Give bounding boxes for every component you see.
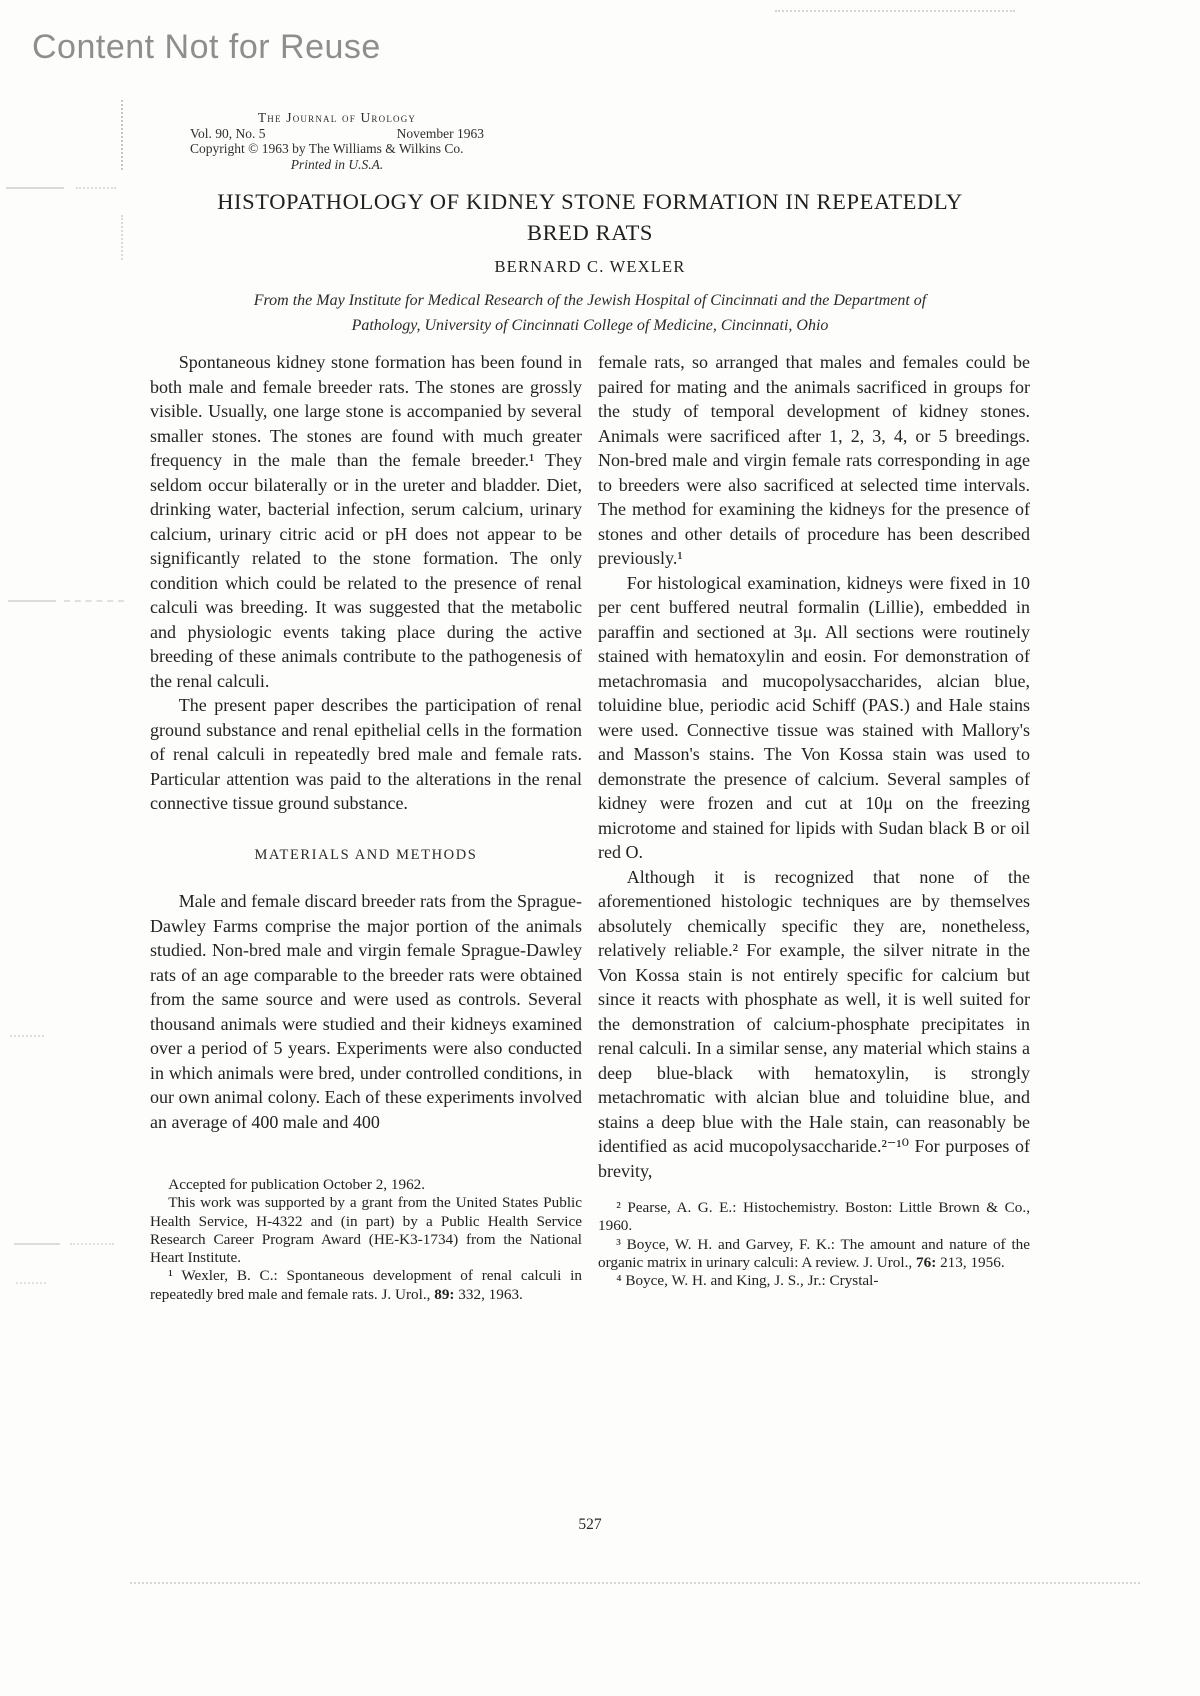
- body-paragraph: The present paper describes the participation of renal ground substance and renal epithelial cells in the formation of renal calculi in repeatedly bred male and female rats. Particular attention was paid to the alterations in the renal connective tissue ground substance.: [150, 695, 582, 813]
- footnote-accepted: Accepted for publication October 2, 1962.: [168, 1176, 426, 1193]
- title-block: [150, 186, 1030, 248]
- footnote-1-volume: 89:: [434, 1285, 455, 1303]
- scan-artifact: [121, 100, 123, 170]
- scan-artifact: [130, 1582, 1140, 1584]
- footnote-3-pages: 213, 1956.: [936, 1253, 1005, 1271]
- footnote-reference-3: [598, 1236, 1030, 1273]
- body-paragraph: Spontaneous kidney stone formation has been found in both male and female breeder rats. The stones are grossly visible. Usually, one large stone is accompanied by several smaller stones. The stones are found with much greater frequency in the male than the female breeder.¹ They seldom occur bilaterally or in the ureter and bladder. Diet, drinking water, bacterial infection, serum calcium, urinary calcium, urinary citric acid or pH does not appear to be significantly related to the stone formation. The only condition which could be related to the presence of renal calculi was breeding. It was suggested that the metabolic and physiologic events taking place during the active breeding of these animals contribute to the pathogenesis of the renal calculi.: [150, 352, 582, 691]
- article-body: [150, 350, 1030, 1304]
- right-column: [598, 350, 1030, 1304]
- footnote-grant: This work was supported by a grant from the United States Public Health Service, H-4322 and (in part) by a Public Health Service Research Career Program Award (HE-K3-1734) from the National Heart Institute.: [150, 1194, 582, 1267]
- right-column-footnotes: [598, 1199, 1030, 1290]
- footnote-1-text: ¹ Wexler, B. C.: Spontaneous development of renal calculi in repeatedly bred male and female rats. J. Urol.,: [150, 1267, 582, 1303]
- scan-artifact: [70, 1243, 114, 1245]
- section-heading-materials-and-methods: MATERIALS AND METHODS: [254, 846, 478, 863]
- body-paragraph: Although it is recognized that none of the aforementioned histologic techniques are by themselves absolutely chemically specific they are, nonetheless, relatively reliable.² For example, the silver nitrate in the Von Kossa stain is not entirely specific for calcium but since it reacts with phosphate as well, it is well suited for the demonstration of calcium-phosphate precipitates in renal calculi. In a similar sense, any material which stains a deep blue-black with hematoxylin, is strongly metachromatic with alcian blue and toluidine blue, and stains a deep blue with the Hale stain, can reasonably be identified as acid mucopolysaccharide.²⁻¹⁰ For purposes of brevity,: [598, 866, 1030, 1181]
- article-title-line2: BRED RATS: [526, 220, 654, 245]
- footnote-1-pages: 332, 1963.: [454, 1285, 523, 1303]
- copyright-line: Copyright © 1963 by The Williams & Wilkins Co.: [190, 141, 464, 156]
- body-paragraph: Male and female discard breeder rats from the Sprague-Dawley Farms comprise the major portion of the animals studied. Non-bred male and virgin female Sprague-Dawley rats of an age comparable to the breeder rats were obtained from the same source and were used as controls. Several thousand animals were studied and their kidneys examined over a period of 5 years. Experiments were also conducted in which animals were bred, under controlled conditions, in our own animal colony. Each of these experiments involved an average of 400 male and 400: [150, 891, 582, 1132]
- left-column: [150, 350, 582, 1304]
- footnote-3-volume: 76:: [916, 1253, 937, 1271]
- affiliation-line1: From the May Institute for Medical Research of the Jewish Hospital of Cincinnati and the Department of: [253, 292, 927, 309]
- volume-number: Vol. 90, No. 5: [190, 125, 266, 141]
- scan-artifact: [775, 10, 1015, 12]
- journal-masthead: [190, 110, 484, 172]
- left-column-footnotes: [150, 1176, 582, 1304]
- scan-artifact: [121, 215, 123, 260]
- scan-artifact: [10, 1035, 44, 1037]
- footnote-reference-2: ² Pearse, A. G. E.: Histochemistry. Boston: Little Brown & Co., 1960.: [598, 1199, 1030, 1235]
- page-number: 527: [578, 1516, 602, 1533]
- author-name: BERNARD C. WEXLER: [494, 257, 686, 276]
- scan-artifact: [76, 187, 116, 189]
- article-title: [150, 186, 1030, 248]
- scan-artifact: [16, 1282, 46, 1284]
- author-affiliation: [140, 288, 1040, 338]
- footnote-reference-1: [150, 1267, 582, 1304]
- issue-date: November 1963: [396, 125, 484, 141]
- scan-artifact: [8, 600, 56, 602]
- article-title-line1: HISTOPATHOLOGY OF KIDNEY STONE FORMATION IN REPEATEDLY: [217, 189, 963, 214]
- body-paragraph: For histological examination, kidneys were fixed in 10 per cent buffered neutral formalin (Lillie), embedded in paraffin and sectioned at 3μ. All sections were routinely stained with hematoxylin and eosin. For demonstration of metachromasia and mucopolysaccharides, alcian blue, toluidine blue, periodic acid Schiff (PAS.) and Hale stains were used. Connective tissue was stained with Mallory's and Masson's stains. The Von Kossa stain was used to demonstrate the presence of calcium. Several samples of kidney were frozen and cut at 10μ on the freezing microtome and stained for lipids with Sudan black B or oil red O.: [598, 572, 1030, 862]
- scan-artifact: [64, 600, 124, 602]
- volume-date-row: [190, 126, 484, 142]
- affiliation-line2: Pathology, University of Cincinnati College of Medicine, Cincinnati, Ohio: [351, 317, 829, 334]
- journal-name: The Journal of Urology: [257, 110, 417, 125]
- footnote-reference-4: ⁴ Boyce, W. H. and King, J. S., Jr.: Crystal-: [616, 1272, 879, 1290]
- printed-in-line: Printed in U.S.A.: [290, 156, 384, 172]
- scan-artifact: [6, 187, 64, 189]
- scan-artifact: [14, 1243, 60, 1245]
- watermark-text: Content Not for Reuse: [32, 28, 381, 66]
- footnote-3-text: ³ Boyce, W. H. and Garvey, F. K.: The amount and nature of the organic matrix in urinary calculi: A review. J. Urol.,: [598, 1235, 1030, 1271]
- body-paragraph: female rats, so arranged that males and females could be paired for mating and the animals sacrificed in groups for the study of temporal development of kidney stones. Animals were sacrificed after 1, 2, 3, 4, or 5 breedings. Non-bred male and virgin female rats corresponding in age to breeders were also sacrificed at selected time intervals. The method for examining the kidneys for the presence of stones and other details of procedure has been described previously.¹: [598, 352, 1030, 568]
